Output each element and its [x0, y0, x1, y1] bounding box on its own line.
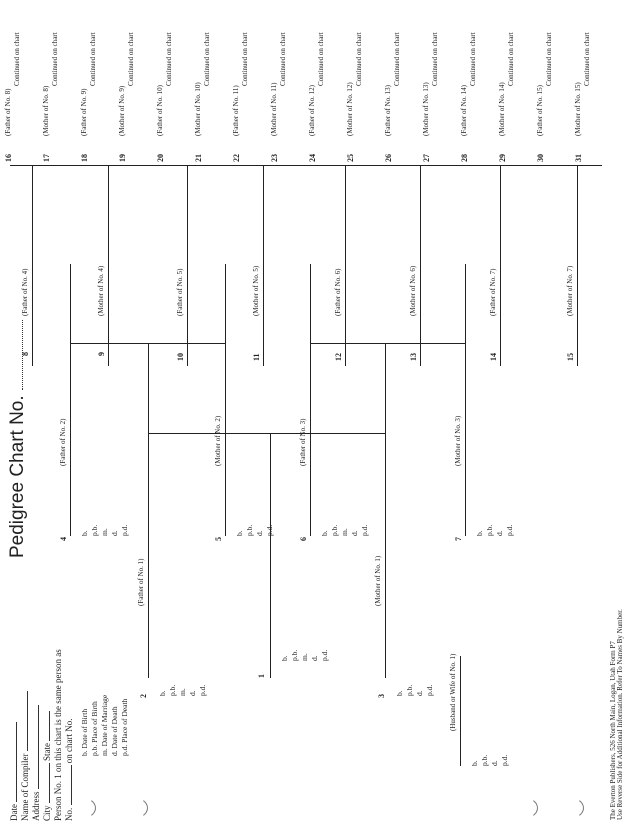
continued-on-chart[interactable]: Continued on chart: [51, 32, 59, 86]
continued-on-chart[interactable]: Continued on chart: [241, 32, 249, 86]
continued-on-chart[interactable]: Continued on chart: [583, 32, 591, 86]
legend-item: m. Date of Marriage: [100, 694, 109, 756]
continued-on-chart[interactable]: Continued on chart: [165, 32, 173, 86]
person-7-fields: b. p.b. d. p.d.: [475, 524, 514, 536]
person-5-fields: b. p.b. d. p.d.: [235, 524, 274, 536]
person-3-note: (Mother of No. 1): [374, 555, 382, 606]
person-6-fields: b. p.b. m. d. p.d.: [320, 524, 369, 536]
ancestor-number: 19: [118, 154, 127, 162]
ancestor-note: (Father of No. 13): [384, 85, 392, 136]
ancestor-number: 31: [574, 154, 583, 162]
ancestor-note: (Father of No. 14): [460, 85, 468, 136]
continued-on-chart[interactable]: Continued on chart: [355, 32, 363, 86]
person-15-note: (Mother of No. 7): [566, 265, 574, 316]
ancestor-note: (Father of No. 15): [536, 85, 544, 136]
legend-item: p.d. Place of Death: [120, 698, 129, 756]
person-number-9: 9: [97, 352, 106, 356]
compiler-field[interactable]: Name of Compiler: [21, 691, 30, 821]
person-12-note: (Father of No. 6): [334, 268, 342, 316]
ancestor-number: 25: [346, 154, 355, 162]
ancestor-note: (Mother of No. 15): [574, 82, 582, 136]
ancestor-number: 17: [42, 154, 51, 162]
person-number-4: 4: [59, 537, 68, 541]
binder-hole-mark: [112, 796, 148, 820]
person-3-fields: b. p.b. d. p.d.: [395, 684, 434, 696]
continued-on-chart[interactable]: Continued on chart: [13, 32, 21, 86]
continued-on-chart[interactable]: Continued on chart: [507, 32, 515, 86]
ancestor-note: (Mother of No. 11): [270, 82, 278, 136]
person-9-note: (Mother of No. 4): [97, 265, 105, 316]
continued-on-chart[interactable]: Continued on chart: [469, 32, 477, 86]
legend: [80, 695, 130, 756]
spouse-fields: b. p.b. d. p.d.: [470, 754, 509, 766]
binder-hole-mark: [548, 796, 584, 820]
legend-item: d. Date of Death: [110, 706, 119, 756]
ancestor-number: 30: [536, 154, 545, 162]
legend-item: p.b. Place of Birth: [90, 701, 99, 756]
ancestor-number: 16: [4, 154, 13, 162]
legend-item: b. Date of Birth: [80, 708, 89, 756]
person-number-8: 8: [21, 352, 30, 356]
address-field[interactable]: Address: [32, 705, 41, 821]
ancestor-number: 28: [460, 154, 469, 162]
person-2-note: (Father of No. 1): [137, 558, 145, 606]
ancestor-number: 29: [498, 154, 507, 162]
person-2-fields: b. p.b. m. d. p.d.: [158, 684, 207, 696]
ancestor-note: (Mother of No. 13): [422, 82, 430, 136]
ancestor-number: 23: [270, 154, 279, 162]
person-chart-ref[interactable]: No. on chart No.: [64, 718, 74, 821]
spouse-note: (Husband or Wife of No. 1): [449, 653, 457, 731]
continued-on-chart[interactable]: Continued on chart: [127, 32, 135, 86]
continued-on-chart[interactable]: Continued on chart: [89, 32, 97, 86]
person-number-10: 10: [176, 353, 185, 361]
ancestor-note: (Mother of No. 9): [118, 85, 126, 136]
person-number-2: 2: [139, 694, 148, 698]
ancestor-number: 18: [80, 154, 89, 162]
ancestor-number: 27: [422, 154, 431, 162]
person-number-15: 15: [566, 353, 575, 361]
continued-on-chart[interactable]: Continued on chart: [203, 32, 211, 86]
ancestor-number: 22: [232, 154, 241, 162]
ancestor-number: 24: [308, 154, 317, 162]
person-14-note: (Father of No. 7): [489, 268, 497, 316]
person-8-note: (Father of No. 4): [21, 268, 29, 316]
person-13-note: (Mother of No. 6): [409, 265, 417, 316]
ancestor-note: (Mother of No. 10): [194, 82, 202, 136]
person-number-6: 6: [299, 537, 308, 541]
page-title: Pedigree Chart No.: [8, 320, 27, 558]
person-number-12: 12: [334, 353, 343, 361]
person-4-fields: b. p.b. m. d. p.d.: [80, 524, 129, 536]
ancestor-note: (Mother of No. 14): [498, 82, 506, 136]
ancestor-number: 26: [384, 154, 393, 162]
person-number-1: 1: [257, 674, 266, 678]
ancestor-note: (Father of No. 12): [308, 85, 316, 136]
person-5-note: (Mother of No. 2): [214, 415, 222, 466]
ancestor-note: (Father of No. 11): [232, 85, 240, 136]
person-6-note: (Father of No. 3): [299, 418, 307, 466]
person-number-7: 7: [454, 537, 463, 541]
person-number-5: 5: [214, 537, 223, 541]
continued-on-chart[interactable]: Continued on chart: [393, 32, 401, 86]
ancestor-note: (Father of No. 9): [80, 88, 88, 136]
binder-hole-mark: [502, 796, 538, 820]
date-field[interactable]: Date: [10, 722, 19, 821]
person-number-13: 13: [409, 353, 418, 361]
person-same-as-note: Person No. 1 on this chart is the same person as: [53, 649, 63, 821]
person-4-note: (Father of No. 2): [59, 418, 67, 466]
person-10-note: (Father of No. 5): [176, 268, 184, 316]
ancestor-number: 21: [194, 154, 203, 162]
city-field[interactable]: City State: [43, 711, 52, 821]
person-number-11: 11: [252, 353, 261, 361]
publisher-footer: The Everton Publishers, 526 North Main, Logan, Utah Form P7 Use Reverse Side for Additional Information. Refer To Names By Number.: [609, 609, 624, 820]
binder-hole-mark: [60, 796, 96, 820]
person-1-fields: b. p.b. m. d. p.d.: [280, 649, 329, 661]
person-number-14: 14: [489, 353, 498, 361]
continued-on-chart[interactable]: Continued on chart: [431, 32, 439, 86]
continued-on-chart[interactable]: Continued on chart: [279, 32, 287, 86]
continued-on-chart[interactable]: Continued on chart: [317, 32, 325, 86]
ancestor-note: (Mother of No. 12): [346, 82, 354, 136]
person-7-note: (Mother of No. 3): [454, 415, 462, 466]
person-number-3: 3: [377, 694, 386, 698]
ancestor-note: (Mother of No. 8): [42, 85, 50, 136]
ancestor-note: (Father of No. 10): [156, 85, 164, 136]
ancestor-note: (Father of No. 8): [4, 88, 12, 136]
person-11-note: (Mother of No. 5): [252, 265, 260, 316]
ancestor-number: 20: [156, 154, 165, 162]
continued-on-chart[interactable]: Continued on chart: [545, 32, 553, 86]
